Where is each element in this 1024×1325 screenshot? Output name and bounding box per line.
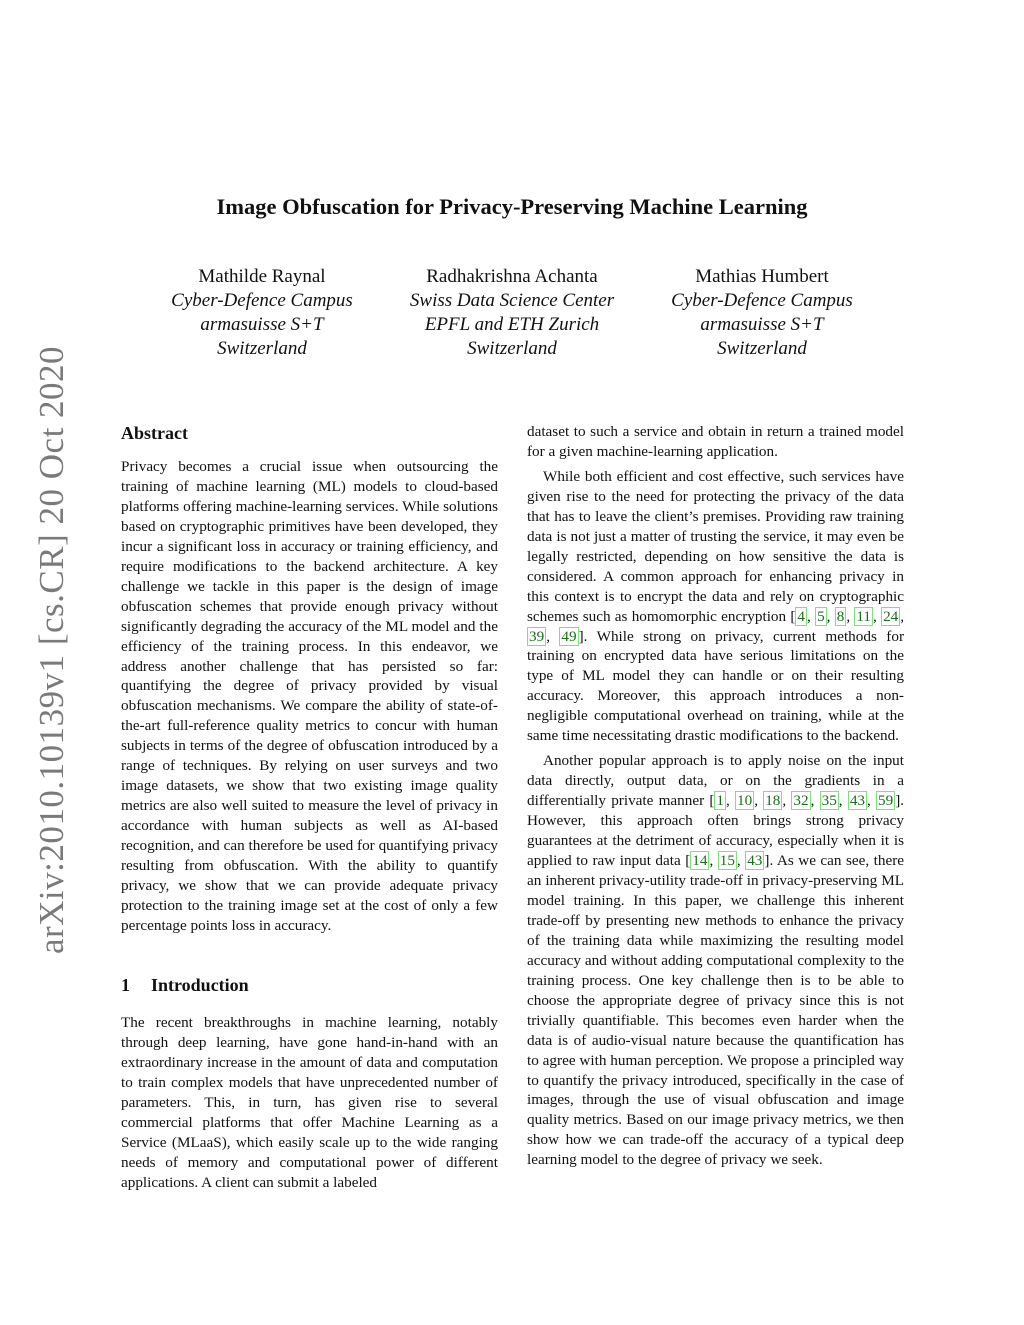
intro-paragraph-3 — [527, 751, 904, 1170]
author-country: Switzerland — [467, 338, 557, 359]
intro-paragraph-2 — [527, 467, 904, 746]
author-name: Radhakrishna Achanta — [426, 266, 598, 287]
citation-separator: , — [807, 607, 816, 625]
section-number: 1 — [121, 974, 130, 995]
paragraph-text: ]. While strong on privacy, current methods for training on encrypted data have serious limitations on the type of ML model they can handle or on their resulting accuracy. Moreover, this approach introduces a non-negligible computational overhead on training, while at the same time necessitating drastic modifications to the backend. — [527, 627, 905, 745]
citation-link[interactable]: 43 — [747, 852, 763, 870]
abstract-text: Privacy becomes a crucial issue when outsourcing the training of machine learning (ML) models to cloud-based platforms offering machine-learning services. While solutions based on cryptographic primitives have been developed, they incur a significant loss in accuracy or training efficiency, and require modifications to the backend architecture. A key challenge we tackle in this paper is the design of image obfuscation schemes that provide enough privacy without significantly degrading the accuracy of the ML model and the efficiency of the training process. In this endeavor, we address another challenge that has persisted so far: quantifying the degree of privacy provided by visual obfuscation mechanisms. We compare the ability of state-of-the-art full-reference quality metrics to concur with human subjects in terms of the degree of obfuscation introduced by a range of techniques. By relying on user surveys and two image datasets, we show that two existing image quality metrics are also well suited to measure the level of privacy in accordance with human subjects as well as AI-based recognition, and can therefore be used for quantifying privacy resulting from obfuscation. With the ability to quantify privacy, we show that we can provide adequate privacy protection to the training image set at the cost of only a few percentage points loss in accuracy. — [121, 458, 498, 934]
author-affiliation: Swiss Data Science Center — [409, 290, 615, 311]
citation-separator: , — [810, 792, 820, 810]
author-name: Mathilde Raynal — [198, 266, 326, 287]
citation-link[interactable]: 8 — [836, 607, 845, 625]
citation-separator: , — [873, 607, 882, 625]
citation-separator: , — [846, 607, 855, 625]
citation-separator: , — [867, 792, 877, 810]
author-affiliation: armasuisse S+T — [200, 314, 324, 335]
intro-paragraph-continued: dataset to such a service and obtain in return a trained model for a given machine-learning application. — [527, 423, 904, 460]
abstract-heading: Abstract — [121, 423, 188, 443]
introduction-heading — [121, 974, 498, 996]
citation-link[interactable]: 10 — [737, 792, 753, 810]
citation-group-2 — [714, 791, 895, 810]
paragraph-text: ]. However, this approach often brings strong privacy guarantees at the detriment of accuracy, especially when it is applied to raw input data [ — [527, 792, 905, 870]
citation-link[interactable]: 11 — [856, 607, 872, 625]
author-3 — [637, 265, 887, 361]
citation-separator: , — [826, 607, 835, 625]
citation-link[interactable]: 24 — [883, 607, 899, 625]
author-name: Mathias Humbert — [695, 266, 829, 287]
author-affiliation: armasuisse S+T — [700, 314, 824, 335]
author-affiliation: EPFL and ETH Zurich — [424, 314, 600, 335]
citation-separator: , — [782, 792, 792, 810]
citation-separator: , — [838, 792, 848, 810]
paper-title: Image Obfuscation for Privacy-Preserving Machine Learning — [216, 194, 808, 219]
citation-link[interactable]: 4 — [797, 607, 806, 625]
citation-separator: , — [900, 607, 905, 625]
author-1 — [137, 265, 387, 361]
citation-link[interactable]: 39 — [529, 627, 545, 645]
citation-separator: , — [709, 852, 718, 870]
author-country: Switzerland — [717, 338, 807, 359]
citation-separator: , — [736, 852, 746, 870]
author-2 — [387, 265, 637, 361]
citation-link[interactable]: 49 — [561, 627, 577, 645]
citation-group-3 — [690, 851, 764, 870]
citation-link[interactable]: 15 — [719, 852, 735, 870]
author-block — [137, 265, 887, 361]
citation-link[interactable]: 14 — [692, 852, 708, 870]
paragraph-text: ]. As we can see, there an inherent privacy-utility trade-off in privacy-preserving ML model training. In this paper, we challenge this inherent trade-off by presenting new methods to enhance the privacy of the training data while maximizing the resulting model accuracy and without adding computational complexity to the training process. One key challenge then is to be able to choose the appropriate degree of privacy since this is not trivially quantifiable. This becomes even harder when the data is of audio-visual nature because the quantification has to agree with human perception. We propose a principled way to quantify the privacy introduced, specifically in the case of images, through the use of visual obfuscation and image quality metrics. Based on our image privacy metrics, we then show how we can trade-off the accuracy of a typical deep learning model to the degree of privacy we seek. — [527, 852, 905, 1169]
citation-link[interactable]: 59 — [878, 792, 894, 810]
section-title: Introduction — [151, 974, 249, 995]
paragraph-text: While both efficient and cost effective, such services have given rise to the need for protecting the privacy of the data that has to leave the client’s premises. Providing raw training data is not just a matter of trusting the service, it may even be legally restricted, depending on how sensitive the data is considered. A common approach for enhancing privacy in this context is to encrypt the data and rely on cryptographic schemes such as homomorphic encryption [ — [527, 467, 904, 625]
author-affiliation: Cyber-Defence Campus — [671, 290, 853, 311]
arxiv-identifier: arXiv:2010.10139v1 [cs.CR] 20 Oct 2020 — [32, 345, 71, 955]
citation-link[interactable]: 32 — [793, 792, 809, 810]
citation-link[interactable]: 43 — [849, 792, 865, 810]
citation-link[interactable]: 35 — [821, 792, 837, 810]
paragraph-text: Another popular approach is to apply noise on the input data directly, output data, or on the gradients in a differentially private manner [ — [527, 752, 904, 810]
right-column — [527, 422, 904, 1170]
author-country: Switzerland — [217, 338, 307, 359]
left-column — [121, 422, 498, 1192]
author-affiliation: Cyber-Defence Campus — [171, 290, 353, 311]
intro-paragraph-1: The recent breakthroughs in machine learning, notably through deep learning, have gone hand-in-hand with an extraordinary increase in the amount of data and computation to train complex models that have unprecedented number of parameters. This, in turn, has given rise to several commercial platforms that offer Machine Learning as a Service (MLaaS), which easily scale up to the wide ranging needs of memory and computational power of different applications. A client can submit a labeled — [121, 1013, 498, 1191]
citation-separator: , — [754, 792, 764, 810]
citation-separator: , — [725, 792, 735, 810]
citation-link[interactable]: 5 — [817, 607, 825, 625]
citation-link[interactable]: 1 — [716, 792, 724, 810]
citation-link[interactable]: 18 — [765, 792, 781, 810]
citation-separator: , — [546, 627, 560, 645]
